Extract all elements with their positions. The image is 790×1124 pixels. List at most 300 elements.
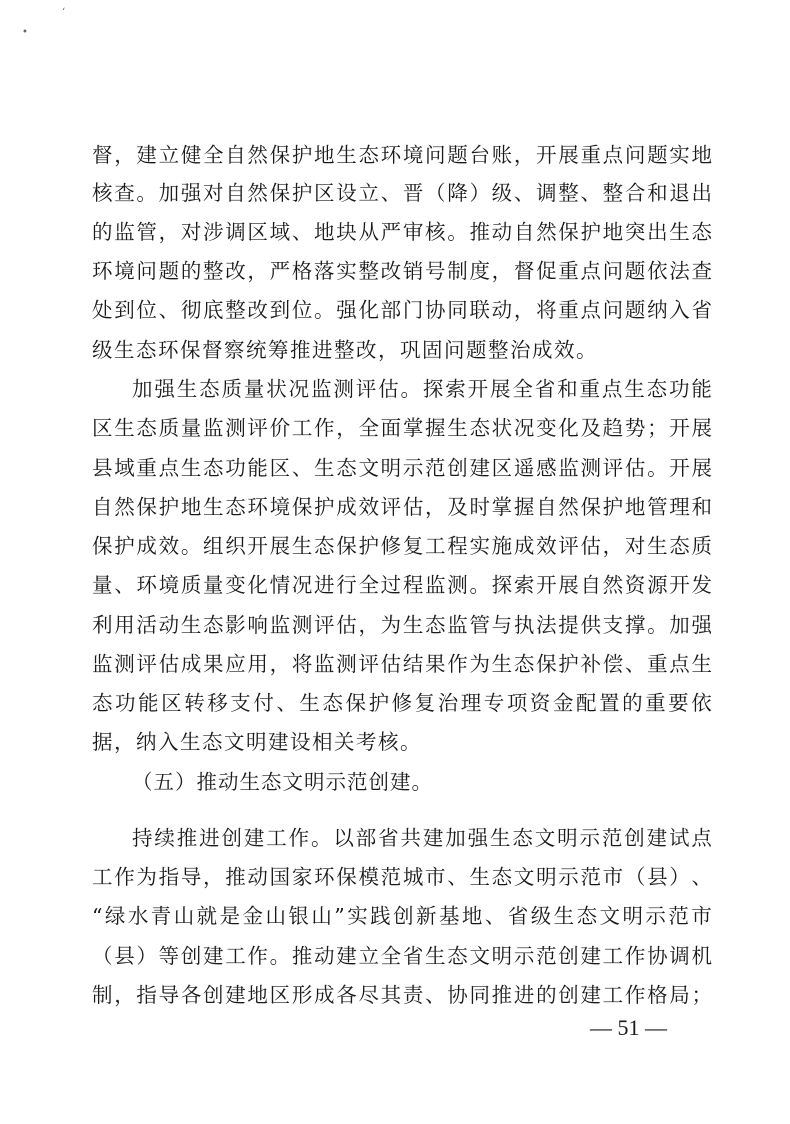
glyph: 评: [136, 652, 157, 676]
glyph: 协: [425, 298, 446, 322]
glyph: 动: [158, 613, 180, 637]
glyph: ，: [513, 298, 535, 322]
glyph: 建: [646, 826, 668, 850]
glyph: 态: [314, 534, 335, 558]
glyph: 、: [276, 691, 297, 715]
glyph: 行: [336, 573, 357, 597]
glyph: 支: [602, 613, 624, 637]
glyph: 点: [669, 652, 690, 676]
glyph: 管: [469, 613, 490, 637]
glyph: 及: [580, 416, 601, 440]
glyph: 开: [536, 143, 557, 167]
glyph: 态: [203, 456, 224, 480]
glyph: ，: [602, 534, 624, 558]
glyph: 响: [247, 613, 268, 637]
glyph: 县: [647, 865, 668, 889]
glyph: 立: [358, 181, 379, 205]
glyph: 。: [447, 220, 468, 244]
glyph: 保: [92, 534, 113, 558]
glyph: 点: [580, 298, 601, 322]
glyph: 同: [447, 298, 468, 322]
glyph: 生: [291, 534, 313, 558]
text-line: 级生态环保督察统筹推进整改，巩固问题整治成效。: [92, 338, 598, 362]
glyph: 偿: [602, 652, 624, 676]
glyph: 质: [691, 534, 712, 558]
glyph: 测: [580, 456, 601, 480]
glyph: 配: [575, 691, 597, 715]
glyph: 评: [358, 652, 379, 676]
glyph: 监: [425, 573, 446, 597]
glyph: 点: [580, 259, 601, 283]
glyph: 织: [225, 534, 246, 558]
glyph: 提: [558, 613, 579, 637]
glyph: 范: [668, 904, 689, 928]
scan-mark-top: ‘: [62, 7, 66, 18]
glyph: 实: [347, 904, 368, 928]
glyph: 作: [624, 944, 646, 968]
glyph: 法: [669, 259, 690, 283]
glyph: 以: [333, 826, 354, 850]
glyph: 功: [669, 377, 690, 401]
glyph: 将: [536, 298, 557, 322]
glyph: 及: [447, 495, 468, 519]
glyph: 市: [602, 865, 624, 889]
glyph: 区: [92, 416, 113, 440]
glyph: 能: [691, 377, 712, 401]
glyph: 生: [490, 826, 511, 850]
glyph: 作: [288, 826, 310, 850]
glyph: 明: [380, 456, 402, 480]
glyph: 级: [530, 904, 552, 928]
glyph: 评: [355, 377, 377, 401]
glyph: 整: [558, 181, 579, 205]
glyph: 监: [447, 613, 468, 637]
glyph: 创: [558, 944, 579, 968]
glyph: 、: [291, 220, 313, 244]
glyph: 况: [291, 573, 313, 597]
glyph: 态: [336, 456, 357, 480]
glyph: 立: [158, 143, 180, 167]
glyph: 生: [336, 143, 357, 167]
glyph: 供: [580, 613, 601, 637]
glyph: 点: [158, 456, 180, 480]
glyph: 范: [580, 865, 601, 889]
glyph: 台: [469, 143, 490, 167]
glyph: 严: [269, 259, 291, 283]
glyph: 同: [469, 983, 490, 1007]
glyph: 对: [203, 181, 224, 205]
glyph: 生: [180, 456, 202, 480]
glyph: 全: [358, 416, 379, 440]
glyph: 护: [602, 495, 624, 519]
glyph: 协: [647, 944, 668, 968]
glyph: 生: [691, 652, 712, 676]
glyph: 、: [484, 904, 506, 928]
glyph: 进: [513, 983, 535, 1007]
glyph: 建: [580, 983, 601, 1007]
glyph: 作: [247, 944, 268, 968]
glyph: 范: [380, 865, 402, 889]
glyph: 自: [536, 495, 557, 519]
glyph: 查: [114, 181, 135, 205]
glyph: 突: [624, 220, 646, 244]
glyph: 等: [158, 944, 180, 968]
glyph: 地: [180, 495, 202, 519]
glyph: 市: [691, 904, 712, 928]
glyph: 地: [602, 220, 624, 244]
glyph: 修: [380, 534, 402, 558]
glyph: 市: [425, 865, 446, 889]
glyph: 动: [247, 865, 268, 889]
glyph: 点: [601, 377, 623, 401]
glyph: 动: [314, 944, 335, 968]
glyph: 重: [558, 259, 579, 283]
glyph: 建: [336, 944, 357, 968]
glyph: 质: [158, 416, 180, 440]
glyph: 生: [180, 613, 202, 637]
glyph: 设: [336, 181, 357, 205]
glyph: 建: [469, 456, 490, 480]
text-line: [92, 899, 712, 933]
glyph: 就: [196, 904, 218, 928]
glyph: 工: [92, 865, 113, 889]
glyph: 监: [269, 613, 291, 637]
glyph: 结: [402, 652, 424, 676]
glyph: 文: [469, 944, 490, 968]
glyph: 省: [507, 904, 529, 928]
glyph: 为: [380, 613, 402, 637]
glyph: 改: [247, 298, 268, 322]
glyph: 态: [646, 377, 668, 401]
glyph: 保: [269, 181, 291, 205]
glyph: 地: [691, 143, 712, 167]
glyph: 展: [558, 143, 579, 167]
glyph: 保: [345, 691, 367, 715]
glyph: 态: [691, 220, 712, 244]
glyph: 成: [180, 652, 202, 676]
glyph: 协: [447, 983, 468, 1007]
glyph: 、: [291, 456, 313, 480]
glyph: 加: [669, 613, 690, 637]
glyph: 落: [314, 259, 335, 283]
glyph: 依: [691, 691, 712, 715]
glyph: 生: [314, 456, 335, 480]
glyph: 格: [291, 259, 313, 283]
glyph: 护: [558, 652, 579, 676]
glyph: 源: [647, 573, 668, 597]
glyph: ）: [669, 865, 690, 889]
glyph: 质: [221, 377, 242, 401]
glyph: 县: [114, 944, 135, 968]
glyph: 、: [114, 573, 135, 597]
glyph: 严: [380, 220, 402, 244]
glyph: 部: [355, 826, 377, 850]
glyph: 山: [173, 904, 195, 928]
glyph: 展: [691, 416, 712, 440]
glyph: 加: [158, 181, 180, 205]
glyph: 地: [624, 495, 646, 519]
glyph: 估: [402, 495, 424, 519]
glyph: “: [92, 904, 103, 928]
glyph: 、: [447, 865, 468, 889]
glyph: 工: [291, 416, 313, 440]
glyph: 模: [358, 865, 379, 889]
glyph: 开: [536, 573, 557, 597]
glyph: 位: [291, 298, 313, 322]
glyph: 创: [221, 826, 242, 850]
glyph: 点: [602, 143, 624, 167]
text-line: [92, 411, 712, 445]
glyph: 掌: [491, 495, 513, 519]
glyph: 制: [92, 983, 113, 1007]
glyph: 省: [378, 826, 399, 850]
glyph: 示: [579, 826, 600, 850]
glyph: 变: [536, 416, 557, 440]
glyph: 开: [669, 573, 690, 597]
glyph: 为: [136, 865, 157, 889]
glyph: 、: [380, 181, 402, 205]
glyph: ，: [114, 143, 135, 167]
glyph: 。: [269, 944, 291, 968]
glyph: 重: [645, 691, 666, 715]
glyph: 效: [158, 534, 180, 558]
glyph: 管: [647, 495, 668, 519]
glyph: 执: [513, 613, 535, 637]
glyph: 其: [380, 983, 402, 1007]
glyph: 度: [469, 259, 490, 283]
glyph: ；: [647, 416, 668, 440]
glyph: 问: [425, 143, 446, 167]
glyph: 护: [368, 691, 390, 715]
glyph: 效: [358, 495, 379, 519]
glyph: 区: [269, 983, 291, 1007]
glyph: 题: [447, 143, 468, 167]
glyph: 机: [691, 944, 712, 968]
glyph: 到: [269, 298, 291, 322]
glyph: 重: [558, 298, 579, 322]
glyph: 整: [358, 259, 379, 283]
glyph: 彻: [180, 298, 202, 322]
glyph: 境: [402, 143, 424, 167]
glyph: 形: [291, 983, 313, 1007]
glyph: 调: [225, 220, 246, 244]
glyph: 化: [558, 416, 579, 440]
glyph: 法: [536, 613, 557, 637]
glyph: 、: [425, 983, 446, 1007]
glyph: 调: [536, 181, 557, 205]
glyph: 地: [314, 143, 335, 167]
glyph: 入: [669, 298, 690, 322]
text-line: [92, 138, 712, 172]
glyph: 利: [92, 613, 113, 637]
glyph: 对: [624, 534, 646, 558]
glyph: 测: [225, 416, 246, 440]
glyph: 作: [447, 652, 468, 676]
glyph: ，: [114, 983, 135, 1007]
glyph: 从: [358, 220, 379, 244]
glyph: 程: [447, 534, 468, 558]
glyph: 测: [114, 652, 135, 676]
glyph: 修: [391, 691, 413, 715]
glyph: ，: [158, 220, 180, 244]
text-line: [92, 254, 712, 288]
text-line: [92, 451, 712, 485]
glyph: 开: [669, 456, 690, 480]
glyph: 展: [269, 534, 291, 558]
glyph: 处: [92, 298, 113, 322]
glyph: 底: [203, 298, 224, 322]
glyph: 态: [322, 691, 343, 715]
glyph: 估: [378, 377, 399, 401]
glyph: 境: [158, 573, 180, 597]
glyph: 开: [247, 534, 268, 558]
glyph: 核: [92, 181, 113, 205]
glyph: 问: [602, 259, 624, 283]
glyph: 推: [176, 826, 198, 850]
glyph: 。: [180, 534, 202, 558]
glyph: 。: [469, 573, 490, 597]
glyph: 金: [242, 904, 264, 928]
glyph: 补: [580, 652, 601, 676]
glyph: 程: [402, 573, 424, 597]
glyph: 持: [132, 826, 153, 850]
glyph: 态: [513, 652, 535, 676]
glyph: 范: [536, 944, 557, 968]
glyph: 掌: [402, 416, 424, 440]
glyph: 县: [92, 456, 113, 480]
text-line: [92, 176, 712, 210]
glyph: 涉: [203, 220, 224, 244]
glyph: 创: [558, 983, 579, 1007]
glyph: 重: [579, 377, 600, 401]
glyph: 重: [647, 652, 668, 676]
glyph: 号: [425, 259, 446, 283]
glyph: 示: [402, 456, 424, 480]
glyph: 施: [491, 534, 513, 558]
glyph: ，: [358, 613, 379, 637]
glyph: 建: [203, 944, 224, 968]
text-line: [92, 647, 712, 681]
glyph: 理: [669, 495, 690, 519]
glyph: 重: [580, 143, 601, 167]
glyph: 态: [669, 534, 690, 558]
glyph: 域: [269, 220, 291, 244]
glyph: 功: [115, 691, 136, 715]
glyph: 保: [336, 534, 357, 558]
glyph: 推: [491, 983, 513, 1007]
glyph: 监: [92, 652, 113, 676]
text-line: [92, 978, 712, 1012]
glyph: 要: [668, 691, 689, 715]
glyph: 导: [180, 865, 202, 889]
glyph: 动: [491, 298, 513, 322]
glyph: 感: [536, 456, 557, 480]
glyph: 监: [558, 456, 579, 480]
glyph: 强: [180, 181, 202, 205]
glyph: 然: [114, 495, 135, 519]
glyph: 遥: [513, 456, 535, 480]
glyph: 创: [203, 983, 224, 1007]
glyph: 联: [469, 298, 490, 322]
glyph: 、: [691, 865, 712, 889]
glyph: 保: [580, 495, 601, 519]
glyph: 成: [314, 983, 335, 1007]
glyph: 然: [558, 495, 579, 519]
glyph: 题: [158, 259, 180, 283]
glyph: 范: [425, 456, 446, 480]
glyph: 。: [136, 181, 157, 205]
glyph: 区: [314, 181, 335, 205]
glyph: 况: [513, 416, 535, 440]
glyph: 地: [314, 220, 335, 244]
glyph: 全: [512, 377, 533, 401]
glyph: 查: [691, 259, 712, 283]
glyph: 金: [552, 691, 574, 715]
glyph: 活: [136, 613, 157, 637]
glyph: 省: [534, 377, 556, 401]
glyph: 晋: [402, 181, 424, 205]
glyph: 家: [291, 865, 313, 889]
glyph: 、: [580, 181, 601, 205]
glyph: 创: [180, 944, 202, 968]
glyph: 作: [314, 416, 335, 440]
glyph: 情: [269, 573, 291, 597]
glyph: 。: [400, 377, 421, 401]
glyph: 创: [447, 456, 468, 480]
glyph: 新: [416, 904, 437, 928]
glyph: 资: [624, 573, 646, 597]
glyph: 护: [114, 534, 135, 558]
glyph: 态: [203, 613, 224, 637]
glyph: 用: [247, 652, 268, 676]
glyph: 态: [199, 377, 220, 401]
glyph: 护: [358, 534, 379, 558]
glyph: 和: [557, 377, 578, 401]
glyph: 状: [491, 416, 513, 440]
glyph: ，: [425, 495, 446, 519]
glyph: 责: [402, 983, 424, 1007]
glyph: 地: [461, 904, 483, 928]
glyph: ，: [336, 416, 357, 440]
glyph: 工: [602, 983, 624, 1007]
glyph: 国: [269, 865, 291, 889]
glyph: 作: [114, 865, 135, 889]
glyph: 态: [358, 143, 379, 167]
glyph: 自: [92, 495, 113, 519]
glyph: 示: [558, 865, 579, 889]
glyph: 将: [291, 652, 313, 676]
glyph: 文: [358, 456, 379, 480]
glyph: 自: [225, 181, 246, 205]
glyph: 估: [336, 613, 357, 637]
glyph: 推: [225, 865, 246, 889]
glyph: 依: [647, 259, 668, 283]
glyph: 况: [288, 377, 310, 401]
glyph: 保: [336, 865, 357, 889]
glyph: 出: [691, 181, 712, 205]
glyph: 测: [333, 377, 354, 401]
glyph: ，: [203, 865, 224, 889]
glyph: 建: [422, 826, 444, 850]
glyph: 指: [158, 865, 180, 889]
glyph: 护: [314, 495, 335, 519]
glyph: 自: [225, 143, 246, 167]
glyph: 态: [512, 826, 533, 850]
glyph: 问: [602, 298, 624, 322]
glyph: 各: [180, 983, 202, 1007]
glyph: 建: [243, 826, 265, 850]
glyph: 实: [336, 259, 357, 283]
